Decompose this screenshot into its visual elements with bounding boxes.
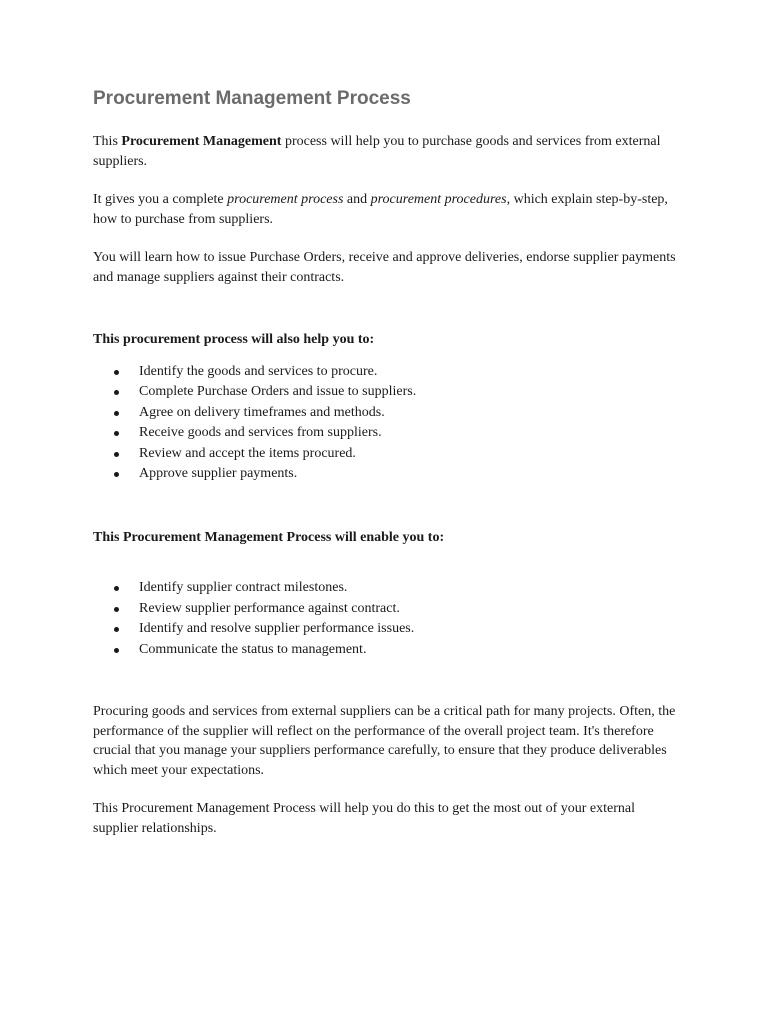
list-item: [93, 578, 683, 599]
bullet-icon: [114, 411, 119, 416]
list-item: [93, 640, 683, 661]
list-item-text: Review and accept the items procured.: [139, 445, 356, 461]
bullet-icon: [114, 607, 119, 612]
bullet-icon: [114, 390, 119, 395]
bullet-icon: [114, 370, 119, 375]
intro-bold-text: Procurement Management: [121, 134, 282, 149]
list-item-text: Identify supplier contract milestones.: [139, 580, 348, 595]
bullet-icon: [114, 648, 119, 653]
bullet-icon: [114, 472, 119, 477]
list-item-text: Review supplier performance against contract.: [139, 600, 400, 616]
list-item: [93, 619, 683, 640]
document-page: [93, 86, 683, 838]
intro-text-before: This: [93, 134, 122, 149]
section-heading-help: This procurement process will also help you to:: [93, 332, 375, 347]
bullet-icon: [114, 452, 119, 457]
list-item: [93, 444, 683, 465]
list-item: [93, 382, 683, 403]
list-item: [93, 362, 683, 383]
help-list: [93, 362, 683, 485]
procedures-text-c: , which explain step-by-step, how to purchase from suppliers.: [93, 192, 668, 227]
bullet-icon: [114, 627, 119, 632]
intro-paragraph: [93, 132, 683, 171]
bullet-icon: [114, 431, 119, 436]
procedures-paragraph: [93, 190, 683, 229]
list-item: [93, 403, 683, 424]
procedures-text-a: It gives you a complete: [93, 192, 228, 207]
closing-paragraph: This Procurement Management Process will help you do this to get the most out of your external supplier relationships.: [93, 801, 636, 836]
intro-text-after: process will help you to purchase goods and services from external suppliers.: [93, 134, 661, 169]
procedures-italic-1: procurement process: [227, 192, 344, 207]
page-title: Procurement Management Process: [93, 88, 411, 109]
section-heading-enable: This Procurement Management Process will enable you to:: [93, 529, 445, 545]
list-item-text: Agree on delivery timeframes and methods.: [139, 404, 385, 420]
list-item-text: Identify and resolve supplier performance issues.: [139, 621, 415, 636]
list-item-text: Communicate the status to management.: [139, 641, 367, 657]
procedures-italic-2: procurement procedures: [370, 192, 507, 207]
list-item: [93, 423, 683, 444]
list-item-text: Complete Purchase Orders and issue to suppliers.: [139, 384, 417, 399]
list-item: [93, 464, 683, 485]
procedures-text-b: and: [343, 192, 371, 207]
critical-path-paragraph: Procuring goods and services from external suppliers can be a critical path for many projects. Often, the performance of the supplier will reflect on the performance of the overall project team. It's therefore crucial that you manage your suppliers performance carefully, to ensure that they produce deliverables which meet your expectations.: [93, 704, 676, 778]
list-item: [93, 599, 683, 620]
enable-list: [93, 578, 683, 660]
list-item-text: Approve supplier payments.: [139, 466, 298, 481]
list-item-text: Receive goods and services from suppliers.: [139, 425, 382, 440]
bullet-icon: [114, 586, 119, 591]
list-item-text: Identify the goods and services to procure.: [139, 363, 378, 379]
learn-paragraph: You will learn how to issue Purchase Orders, receive and approve deliveries, endorse supplier payments and manage suppliers against their contracts.: [93, 250, 676, 285]
